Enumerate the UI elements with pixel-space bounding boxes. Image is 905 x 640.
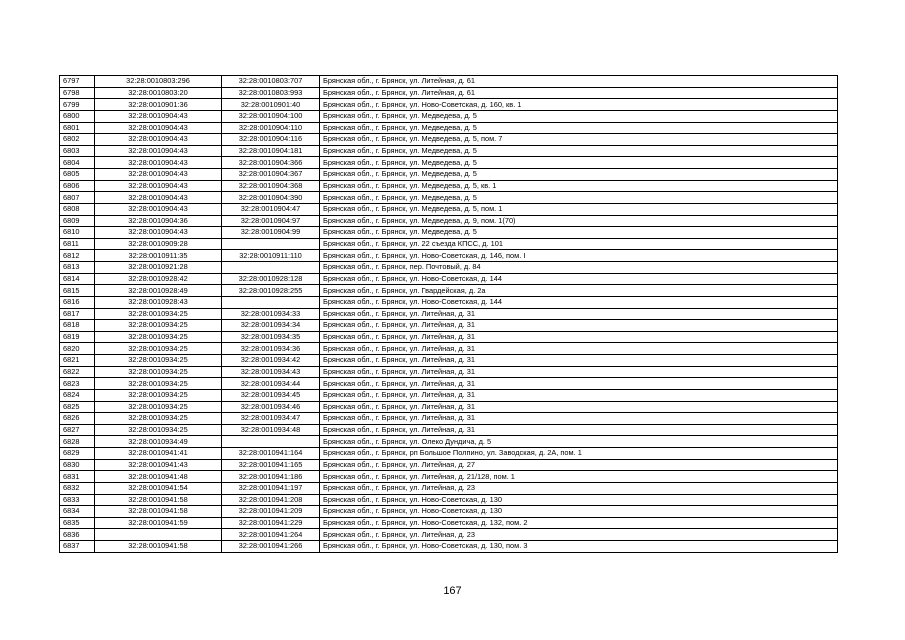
object-cadastral-number-cell: [222, 262, 320, 274]
object-cadastral-number-cell: 32:28:0010941:186: [222, 471, 320, 483]
address-cell: Брянская обл., г. Брянск, ул. Литейная, д. 21/128, пом. 1: [320, 471, 838, 483]
address-cell: Брянская обл., г. Брянск, ул. Литейная, д. 31: [320, 320, 838, 332]
address-cell: Брянская обл., г. Брянск, ул. Литейная, д. 23: [320, 482, 838, 494]
table-row: [60, 401, 838, 413]
object-cadastral-number-cell: 32:28:0010904:100: [222, 110, 320, 122]
land-cadastral-number-cell: 32:28:0010941:58: [95, 494, 222, 506]
table-row: [60, 76, 838, 88]
address-cell: Брянская обл., г. Брянск, ул. Медведева, д. 5: [320, 227, 838, 239]
table-row: [60, 169, 838, 181]
object-cadastral-number-cell: 32:28:0010904:116: [222, 134, 320, 146]
land-cadastral-number-cell: 32:28:0010904:43: [95, 110, 222, 122]
address-cell: Брянская обл., г. Брянск, ул. Ново-Советская, д. 130, пом. 3: [320, 541, 838, 553]
address-cell: Брянская обл., г. Брянск, ул. Медведева, д. 5, пом. 7: [320, 134, 838, 146]
page-number: 167: [443, 585, 462, 597]
row-number-cell: 6827: [60, 424, 95, 436]
land-cadastral-number-cell: 32:28:0010941:58: [95, 506, 222, 518]
table-row: [60, 459, 838, 471]
object-cadastral-number-cell: 32:28:0010928:255: [222, 285, 320, 297]
table-row: [60, 343, 838, 355]
address-cell: Брянская обл., г. Брянск, ул. Медведева, д. 5: [320, 122, 838, 134]
row-number-cell: 6806: [60, 180, 95, 192]
land-cadastral-number-cell: 32:28:0010904:43: [95, 122, 222, 134]
land-cadastral-number-cell: 32:28:0010934:49: [95, 436, 222, 448]
table-row: [60, 203, 838, 215]
table-row: [60, 506, 838, 518]
table-row: [60, 482, 838, 494]
land-cadastral-number-cell: 32:28:0010904:43: [95, 169, 222, 181]
object-cadastral-number-cell: 32:28:0010941:197: [222, 482, 320, 494]
address-cell: Брянская обл., г. Брянск, ул. Литейная, д. 31: [320, 366, 838, 378]
address-cell: Брянская обл., г. Брянск, ул. Ново-Советская, д. 130: [320, 506, 838, 518]
land-cadastral-number-cell: 32:28:0010934:25: [95, 413, 222, 425]
row-number-cell: 6831: [60, 471, 95, 483]
address-cell: Брянская обл., г. Брянск, ул. Ново-Советская, д. 160, кв. 1: [320, 99, 838, 111]
object-cadastral-number-cell: 32:28:0010941:164: [222, 448, 320, 460]
table-row: [60, 331, 838, 343]
object-cadastral-number-cell: [222, 238, 320, 250]
row-number-cell: 6824: [60, 389, 95, 401]
table-row: [60, 215, 838, 227]
table-row: [60, 517, 838, 529]
object-cadastral-number-cell: 32:28:0010911:110: [222, 250, 320, 262]
address-cell: Брянская обл., г. Брянск, ул. Литейная, д. 31: [320, 343, 838, 355]
object-cadastral-number-cell: 32:28:0010941:266: [222, 541, 320, 553]
land-cadastral-number-cell: 32:28:0010941:58: [95, 541, 222, 553]
object-cadastral-number-cell: 32:28:0010904:97: [222, 215, 320, 227]
object-cadastral-number-cell: 32:28:0010904:99: [222, 227, 320, 239]
table-row: [60, 87, 838, 99]
land-cadastral-number-cell: 32:28:0010941:48: [95, 471, 222, 483]
address-cell: Брянская обл., г. Брянск, ул. Медведева, д. 5: [320, 157, 838, 169]
address-cell: Брянская обл., г. Брянск, ул. Ново-Советская, д. 144: [320, 273, 838, 285]
land-cadastral-number-cell: 32:28:0010934:25: [95, 366, 222, 378]
row-number-cell: 6819: [60, 331, 95, 343]
table-body: [60, 76, 838, 553]
address-cell: Брянская обл., г. Брянск, ул. Гвардейская, д. 2а: [320, 285, 838, 297]
address-cell: Брянская обл., г. Брянск, рп Большое Полпино, ул. Заводская, д. 2А, пом. 1: [320, 448, 838, 460]
land-cadastral-number-cell: 32:28:0010934:25: [95, 389, 222, 401]
row-number-cell: 6836: [60, 529, 95, 541]
address-cell: Брянская обл., г. Брянск, ул. Литейная, д. 31: [320, 331, 838, 343]
address-cell: Брянская обл., г. Брянск, ул. Литейная, д. 31: [320, 389, 838, 401]
object-cadastral-number-cell: 32:28:0010934:45: [222, 389, 320, 401]
row-number-cell: 6798: [60, 87, 95, 99]
row-number-cell: 6802: [60, 134, 95, 146]
land-cadastral-number-cell: 32:28:0010934:25: [95, 331, 222, 343]
row-number-cell: 6832: [60, 482, 95, 494]
land-cadastral-number-cell: 32:28:0010934:25: [95, 343, 222, 355]
land-cadastral-number-cell: 32:28:0010904:43: [95, 192, 222, 204]
object-cadastral-number-cell: 32:28:0010934:44: [222, 378, 320, 390]
land-cadastral-number-cell: 32:28:0010904:36: [95, 215, 222, 227]
land-cadastral-number-cell: 32:28:0010941:41: [95, 448, 222, 460]
row-number-cell: 6830: [60, 459, 95, 471]
row-number-cell: 6809: [60, 215, 95, 227]
object-cadastral-number-cell: 32:28:0010803:993: [222, 87, 320, 99]
row-number-cell: 6829: [60, 448, 95, 460]
address-cell: Брянская обл., г. Брянск, ул. Литейная, д. 31: [320, 413, 838, 425]
table-row: [60, 273, 838, 285]
land-cadastral-number-cell: 32:28:0010803:296: [95, 76, 222, 88]
table-row: [60, 389, 838, 401]
land-cadastral-number-cell: 32:28:0010911:35: [95, 250, 222, 262]
address-cell: Брянская обл., г. Брянск, ул. Медведева, д. 5, кв. 1: [320, 180, 838, 192]
row-number-cell: 6821: [60, 355, 95, 367]
object-cadastral-number-cell: 32:28:0010934:33: [222, 308, 320, 320]
address-cell: Брянская обл., г. Брянск, ул. Литейная, д. 61: [320, 87, 838, 99]
land-cadastral-number-cell: 32:28:0010934:25: [95, 424, 222, 436]
land-cadastral-number-cell: 32:28:0010909:28: [95, 238, 222, 250]
object-cadastral-number-cell: 32:28:0010934:46: [222, 401, 320, 413]
object-cadastral-number-cell: 32:28:0010904:366: [222, 157, 320, 169]
table-row: [60, 378, 838, 390]
row-number-cell: 6801: [60, 122, 95, 134]
land-cadastral-number-cell: 32:28:0010934:25: [95, 401, 222, 413]
address-cell: Брянская обл., г. Брянск, ул. Ново-Советская, д. 130: [320, 494, 838, 506]
table-row: [60, 145, 838, 157]
table-row: [60, 541, 838, 553]
row-number-cell: 6822: [60, 366, 95, 378]
object-cadastral-number-cell: 32:28:0010941:208: [222, 494, 320, 506]
land-cadastral-number-cell: 32:28:0010934:25: [95, 320, 222, 332]
address-cell: Брянская обл., г. Брянск, пер. Почтовый, д. 84: [320, 262, 838, 274]
address-cell: Брянская обл., г. Брянск, ул. Литейная, д. 27: [320, 459, 838, 471]
address-cell: Брянская обл., г. Брянск, ул. Литейная, д. 61: [320, 76, 838, 88]
row-number-cell: 6811: [60, 238, 95, 250]
land-cadastral-number-cell: 32:28:0010934:25: [95, 378, 222, 390]
land-cadastral-number-cell: 32:28:0010934:25: [95, 308, 222, 320]
land-cadastral-number-cell: 32:28:0010941:54: [95, 482, 222, 494]
table-row: [60, 529, 838, 541]
table-row: [60, 262, 838, 274]
row-number-cell: 6797: [60, 76, 95, 88]
address-cell: Брянская обл., г. Брянск, ул. 22 съезда КПСС, д. 101: [320, 238, 838, 250]
object-cadastral-number-cell: 32:28:0010904:390: [222, 192, 320, 204]
table-row: [60, 134, 838, 146]
object-cadastral-number-cell: [222, 296, 320, 308]
address-cell: Брянская обл., г. Брянск, ул. Медведева, д. 5: [320, 110, 838, 122]
row-number-cell: 6816: [60, 296, 95, 308]
object-cadastral-number-cell: 32:28:0010941:264: [222, 529, 320, 541]
object-cadastral-number-cell: 32:28:0010904:47: [222, 203, 320, 215]
row-number-cell: 6814: [60, 273, 95, 285]
address-cell: Брянская обл., г. Брянск, ул. Медведева, д. 9, пом. 1(70): [320, 215, 838, 227]
land-cadastral-number-cell: 32:28:0010803:20: [95, 87, 222, 99]
table-row: [60, 227, 838, 239]
table-row: [60, 122, 838, 134]
row-number-cell: 6805: [60, 169, 95, 181]
address-cell: Брянская обл., г. Брянск, ул. Ново-Советская, д. 144: [320, 296, 838, 308]
address-cell: Брянская обл., г. Брянск, ул. Медведева, д. 5: [320, 192, 838, 204]
row-number-cell: 6825: [60, 401, 95, 413]
object-cadastral-number-cell: [222, 436, 320, 448]
table-row: [60, 250, 838, 262]
address-cell: Брянская обл., г. Брянск, ул. Литейная, д. 23: [320, 529, 838, 541]
table-row: [60, 308, 838, 320]
object-cadastral-number-cell: 32:28:0010904:367: [222, 169, 320, 181]
row-number-cell: 6820: [60, 343, 95, 355]
table-row: [60, 99, 838, 111]
object-cadastral-number-cell: 32:28:0010934:42: [222, 355, 320, 367]
address-cell: Брянская обл., г. Брянск, ул. Медведева, д. 5: [320, 169, 838, 181]
table-row: [60, 180, 838, 192]
address-cell: Брянская обл., г. Брянск, ул. Литейная, д. 31: [320, 378, 838, 390]
object-cadastral-number-cell: 32:28:0010934:48: [222, 424, 320, 436]
row-number-cell: 6834: [60, 506, 95, 518]
table-row: [60, 285, 838, 297]
object-cadastral-number-cell: 32:28:0010904:110: [222, 122, 320, 134]
land-cadastral-number-cell: 32:28:0010921:28: [95, 262, 222, 274]
table-row: [60, 238, 838, 250]
row-number-cell: 6815: [60, 285, 95, 297]
land-cadastral-number-cell: 32:28:0010904:43: [95, 157, 222, 169]
address-cell: Брянская обл., г. Брянск, ул. Литейная, д. 31: [320, 424, 838, 436]
row-number-cell: 6835: [60, 517, 95, 529]
object-cadastral-number-cell: 32:28:0010941:165: [222, 459, 320, 471]
table-row: [60, 320, 838, 332]
table-row: [60, 471, 838, 483]
row-number-cell: 6813: [60, 262, 95, 274]
row-number-cell: 6837: [60, 541, 95, 553]
address-cell: Брянская обл., г. Брянск, ул. Медведева, д. 5: [320, 145, 838, 157]
land-cadastral-number-cell: 32:28:0010904:43: [95, 180, 222, 192]
row-number-cell: 6823: [60, 378, 95, 390]
address-cell: Брянская обл., г. Брянск, ул. Литейная, д. 31: [320, 355, 838, 367]
row-number-cell: 6826: [60, 413, 95, 425]
object-cadastral-number-cell: 32:28:0010928:128: [222, 273, 320, 285]
object-cadastral-number-cell: 32:28:0010934:35: [222, 331, 320, 343]
land-cadastral-number-cell: 32:28:0010928:42: [95, 273, 222, 285]
land-cadastral-number-cell: 32:28:0010904:43: [95, 145, 222, 157]
object-cadastral-number-cell: 32:28:0010934:34: [222, 320, 320, 332]
object-cadastral-number-cell: 32:28:0010934:36: [222, 343, 320, 355]
object-cadastral-number-cell: 32:28:0010901:40: [222, 99, 320, 111]
table-row: [60, 424, 838, 436]
address-cell: Брянская обл., г. Брянск, ул. Литейная, д. 31: [320, 308, 838, 320]
land-cadastral-number-cell: [95, 529, 222, 541]
object-cadastral-number-cell: 32:28:0010934:47: [222, 413, 320, 425]
land-cadastral-number-cell: 32:28:0010901:36: [95, 99, 222, 111]
object-cadastral-number-cell: 32:28:0010941:209: [222, 506, 320, 518]
address-cell: Брянская обл., г. Брянск, ул. Ново-Советская, д. 146, пом. I: [320, 250, 838, 262]
table-row: [60, 448, 838, 460]
row-number-cell: 6808: [60, 203, 95, 215]
table-row: [60, 296, 838, 308]
land-cadastral-number-cell: 32:28:0010941:59: [95, 517, 222, 529]
table-row: [60, 366, 838, 378]
land-cadastral-number-cell: 32:28:0010904:43: [95, 203, 222, 215]
table-row: [60, 413, 838, 425]
address-cell: Брянская обл., г. Брянск, ул. Литейная, д. 31: [320, 401, 838, 413]
row-number-cell: 6818: [60, 320, 95, 332]
land-cadastral-number-cell: 32:28:0010904:43: [95, 227, 222, 239]
row-number-cell: 6799: [60, 99, 95, 111]
object-cadastral-number-cell: 32:28:0010941:229: [222, 517, 320, 529]
table-row: [60, 494, 838, 506]
row-number-cell: 6803: [60, 145, 95, 157]
table-row: [60, 355, 838, 367]
table-row: [60, 192, 838, 204]
row-number-cell: 6817: [60, 308, 95, 320]
land-cadastral-number-cell: 32:28:0010928:49: [95, 285, 222, 297]
row-number-cell: 6810: [60, 227, 95, 239]
land-cadastral-number-cell: 32:28:0010941:43: [95, 459, 222, 471]
row-number-cell: 6804: [60, 157, 95, 169]
land-cadastral-number-cell: 32:28:0010928:43: [95, 296, 222, 308]
row-number-cell: 6833: [60, 494, 95, 506]
table-row: [60, 110, 838, 122]
address-cell: Брянская обл., г. Брянск, ул. Ново-Советская, д. 132, пом. 2: [320, 517, 838, 529]
object-cadastral-number-cell: 32:28:0010934:43: [222, 366, 320, 378]
object-cadastral-number-cell: 32:28:0010904:368: [222, 180, 320, 192]
land-cadastral-number-cell: 32:28:0010904:43: [95, 134, 222, 146]
address-cell: Брянская обл., г. Брянск, ул. Медведева, д. 5, пом. 1: [320, 203, 838, 215]
table-row: [60, 157, 838, 169]
row-number-cell: 6812: [60, 250, 95, 262]
address-cell: Брянская обл., г. Брянск, ул. Олеко Дундича, д. 5: [320, 436, 838, 448]
table-row: [60, 436, 838, 448]
land-cadastral-number-cell: 32:28:0010934:25: [95, 355, 222, 367]
object-cadastral-number-cell: 32:28:0010803:707: [222, 76, 320, 88]
row-number-cell: 6828: [60, 436, 95, 448]
cadastral-table: [59, 75, 838, 553]
row-number-cell: 6800: [60, 110, 95, 122]
object-cadastral-number-cell: 32:28:0010904:181: [222, 145, 320, 157]
row-number-cell: 6807: [60, 192, 95, 204]
